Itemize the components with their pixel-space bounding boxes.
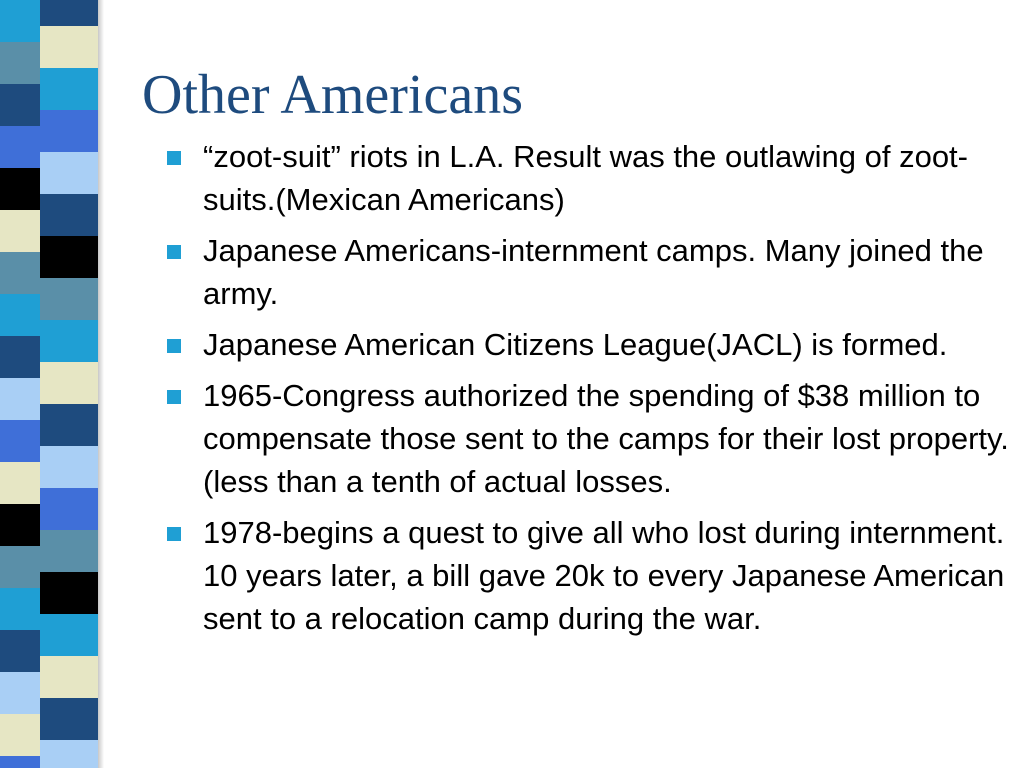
bullet-text: Japanese Americans-internment camps. Many joined the army. (203, 233, 984, 311)
stripe-segment (0, 126, 40, 168)
stripe-segment (0, 714, 40, 756)
bullet-list (166, 135, 1016, 648)
stripe-shadow (98, 0, 104, 768)
stripe-segment (40, 488, 98, 530)
stripe-segment (40, 362, 98, 404)
stripe-segment (40, 0, 98, 26)
stripe-segment (0, 210, 40, 252)
stripe-segment (40, 236, 98, 278)
stripe-segment (40, 26, 98, 68)
bullet-text: 1978-begins a quest to give all who lost during internment. 10 years later, a bill gave 20k to every Japanese American sent to a relocation camp during the war. (203, 515, 1005, 636)
stripe-segment (0, 84, 40, 126)
square-bullet-icon (167, 151, 181, 165)
square-bullet-icon (167, 390, 181, 404)
stripe-segment (40, 698, 98, 740)
square-bullet-icon (167, 245, 181, 259)
slide-title: Other Americans (142, 64, 523, 126)
bullet-text: 1965-Congress authorized the spending of $38 million to compensate those sent to the camps for their lost property.(less than a tenth of actual losses. (203, 378, 1009, 499)
stripe-segment (40, 194, 98, 236)
stripe-segment (40, 110, 98, 152)
square-bullet-icon (167, 527, 181, 541)
stripe-segment (0, 756, 40, 768)
stripe-segment (0, 42, 40, 84)
bullet-item (166, 323, 1016, 366)
stripe-segment (0, 504, 40, 546)
stripe-segment (0, 420, 40, 462)
decorative-stripe-bar (0, 0, 98, 768)
stripe-segment (0, 630, 40, 672)
stripe-segment (40, 404, 98, 446)
stripe-segment (40, 530, 98, 572)
stripe-segment (40, 446, 98, 488)
stripe-segment (0, 462, 40, 504)
stripe-segment (0, 672, 40, 714)
bullet-item (166, 511, 1016, 640)
stripe-segment (0, 336, 40, 378)
stripe-segment (0, 378, 40, 420)
stripe-segment (0, 0, 40, 42)
stripe-segment (40, 614, 98, 656)
bullet-text: Japanese American Citizens League(JACL) is formed. (203, 327, 948, 362)
stripe-segment (0, 546, 40, 588)
bullet-item (166, 374, 1016, 503)
stripe-segment (40, 320, 98, 362)
stripe-segment (40, 656, 98, 698)
stripe-segment (40, 572, 98, 614)
bullet-item (166, 135, 1016, 221)
stripe-segment (0, 168, 40, 210)
stripe-segment (0, 588, 40, 630)
stripe-segment (0, 252, 40, 294)
bullet-item (166, 229, 1016, 315)
stripe-segment (40, 740, 98, 768)
stripe-segment (40, 68, 98, 110)
square-bullet-icon (167, 339, 181, 353)
stripe-segment (0, 294, 40, 336)
stripe-segment (40, 152, 98, 194)
bullet-text: “zoot-suit” riots in L.A. Result was the outlawing of zoot-suits.(Mexican Americans) (203, 139, 968, 217)
stripe-segment (40, 278, 98, 320)
